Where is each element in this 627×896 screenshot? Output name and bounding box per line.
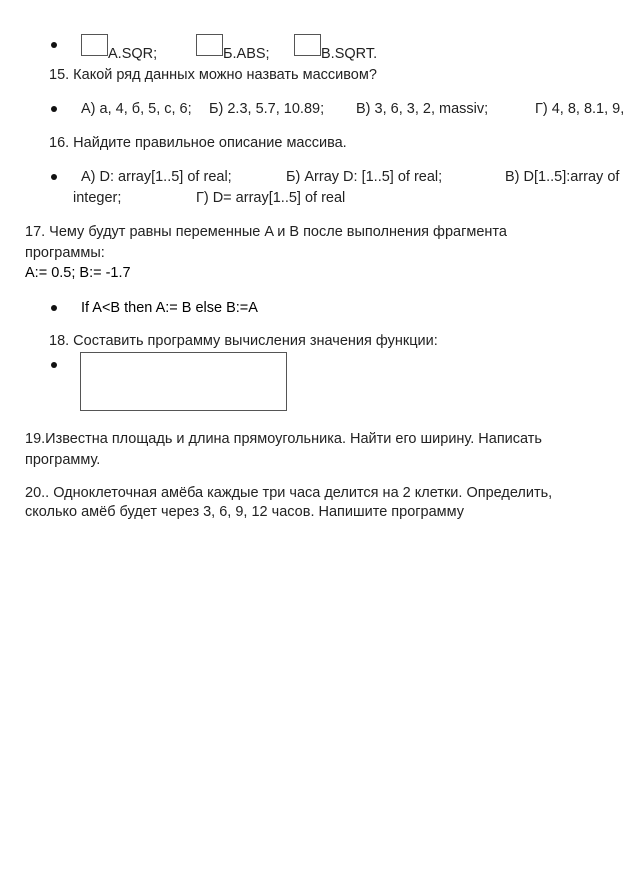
q15-bullet: [51, 106, 57, 112]
q17-question-line1: 17. Чему будут равны переменные A и B после выполнения фрагмента: [25, 224, 507, 240]
q16-bullet: [51, 174, 57, 180]
q14-checkbox-b[interactable]: [196, 34, 223, 56]
q17-question-line2: программы:: [25, 245, 105, 261]
q16-question: 16. Найдите правильное описание массива.: [49, 135, 347, 151]
q16-option-c: В) D[1..5]:array of: [505, 169, 620, 185]
q17-code-assign: A:= 0.5; B:= -1.7: [25, 265, 131, 281]
q16-option-b: Б) Array D: [1..5] of real;: [286, 169, 443, 185]
q18-question: 18. Составить программу вычисления значения функции:: [49, 333, 438, 349]
q17-bullet: [51, 305, 57, 311]
q16-option-c-continued: integer;: [73, 190, 122, 206]
q20-text-line2: сколько амёб будет через 3, 6, 9, 12 часов. Напишите программу: [25, 504, 465, 520]
q15-option-c: В) 3, 6, 3, 2, massiv;: [356, 101, 489, 117]
q16-option-a: А) D: array[1..5] of real;: [81, 169, 232, 185]
q14-checkbox-c[interactable]: [294, 34, 321, 56]
q14-bullet: [51, 42, 57, 48]
q15-option-d: Г) 4, 8, 8.1, 9,: [535, 101, 625, 117]
q19-text-line1: 19.Известна площадь и длина прямоугольника. Найти его ширину. Написать: [25, 431, 542, 447]
q14-option-a: А.SQR;: [108, 46, 158, 62]
q14-option-b: Б.ABS;: [223, 46, 270, 62]
q15-option-a: А) а, 4, б, 5, с, 6;: [81, 101, 192, 117]
q19-text-line2: программу.: [25, 452, 101, 468]
q14-option-c: В.SQRT.: [321, 46, 378, 62]
q15-option-b: Б) 2.3, 5.7, 10.89;: [209, 101, 325, 117]
q16-option-d: Г) D= array[1..5] of real: [196, 190, 346, 206]
q18-answer-box[interactable]: [80, 352, 287, 411]
q15-question: 15. Какой ряд данных можно назвать массивом?: [49, 67, 377, 83]
q14-checkbox-a[interactable]: [81, 34, 108, 56]
q17-code-if: If A<B then A:= B else B:=A: [81, 300, 258, 316]
q18-bullet: [51, 362, 57, 368]
q20-text-line1: 20.. Одноклеточная амёба каждые три часа делится на 2 клетки. Определить,: [25, 485, 553, 501]
